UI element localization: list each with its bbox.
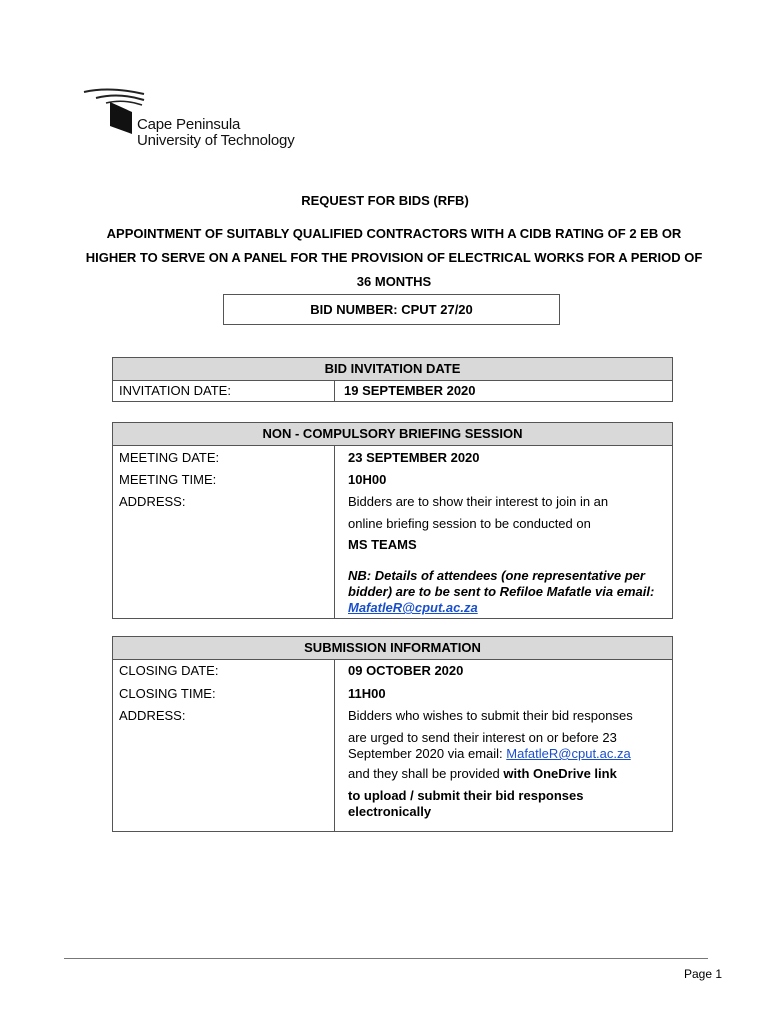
briefing-nb-note xyxy=(348,568,668,616)
submission-address-line-2 xyxy=(348,730,668,762)
meeting-address-line-2: online briefing session to be conducted on xyxy=(348,516,591,531)
submission-email-link[interactable]: MafatleR@cput.ac.za xyxy=(506,746,631,761)
meeting-time-value: 10H00 xyxy=(348,472,387,487)
submission-text: are urged to send their interest on or before 23 September 2020 via email: xyxy=(348,730,617,761)
briefing-table xyxy=(112,422,673,619)
invitation-date-value: 19 SEPTEMBER 2020 xyxy=(344,383,476,398)
document-heading: APPOINTMENT OF SUITABLY QUALIFIED CONTRACTORS WITH A CIDB RATING OF 2 EB OR HIGHER TO SERVE ON A PANEL FOR THE PROVISION OF ELECTRICAL WORKS FOR A PERIOD OF 36 MONTHS xyxy=(85,226,703,289)
meeting-date-label: MEETING DATE: xyxy=(119,450,220,465)
submission-address-line-3 xyxy=(348,766,668,781)
invitation-header: BID INVITATION DATE xyxy=(113,358,672,381)
closing-time-value: 11H00 xyxy=(348,686,386,701)
submission-address-line-1: Bidders who wishes to submit their bid responses xyxy=(348,708,633,723)
column-divider xyxy=(334,659,335,831)
bid-number-box xyxy=(223,294,560,325)
cput-logo xyxy=(82,86,322,156)
column-divider xyxy=(334,445,335,618)
meeting-address-line-1: Bidders are to show their interest to join in an xyxy=(348,494,609,509)
submission-address-label: ADDRESS: xyxy=(119,708,186,723)
footer-divider xyxy=(64,958,708,959)
meeting-platform: MS TEAMS xyxy=(348,537,417,552)
submission-table xyxy=(112,636,673,832)
page-number: Page 1 xyxy=(684,967,723,981)
closing-date-label: CLOSING DATE: xyxy=(119,663,219,678)
meeting-time-label: MEETING TIME: xyxy=(119,472,217,487)
submission-header: SUBMISSION INFORMATION xyxy=(113,637,672,660)
document-title: REQUEST FOR BIDS (RFB) xyxy=(301,193,469,208)
invitation-table xyxy=(112,357,673,402)
closing-date-value: 09 OCTOBER 2020 xyxy=(348,663,464,678)
meeting-date-value: 23 SEPTEMBER 2020 xyxy=(348,450,480,465)
closing-time-label: CLOSING TIME: xyxy=(119,686,216,701)
logo-line-2: University of Technology xyxy=(137,132,295,149)
logo-wordmark xyxy=(137,117,295,149)
invitation-date-label: INVITATION DATE: xyxy=(119,383,231,398)
column-divider xyxy=(334,380,335,401)
meeting-address-label: ADDRESS: xyxy=(119,494,186,509)
briefing-header: NON - COMPULSORY BRIEFING SESSION xyxy=(113,423,672,446)
logo-line-1: Cape Peninsula xyxy=(137,116,241,133)
onedrive-link-text: with OneDrive link xyxy=(503,766,617,781)
briefing-email-link[interactable]: MafatleR@cput.ac.za xyxy=(348,600,478,615)
bid-number: BID NUMBER: CPUT 27/20 xyxy=(310,302,473,317)
briefing-nb-text: NB: Details of attendees (one representative per bidder) are to be sent to Refiloe Mafatle via email: xyxy=(348,568,655,599)
submission-provided-text: and they shall be provided xyxy=(348,766,504,781)
submission-address-line-4: to upload / submit their bid responses electronically xyxy=(348,788,584,819)
